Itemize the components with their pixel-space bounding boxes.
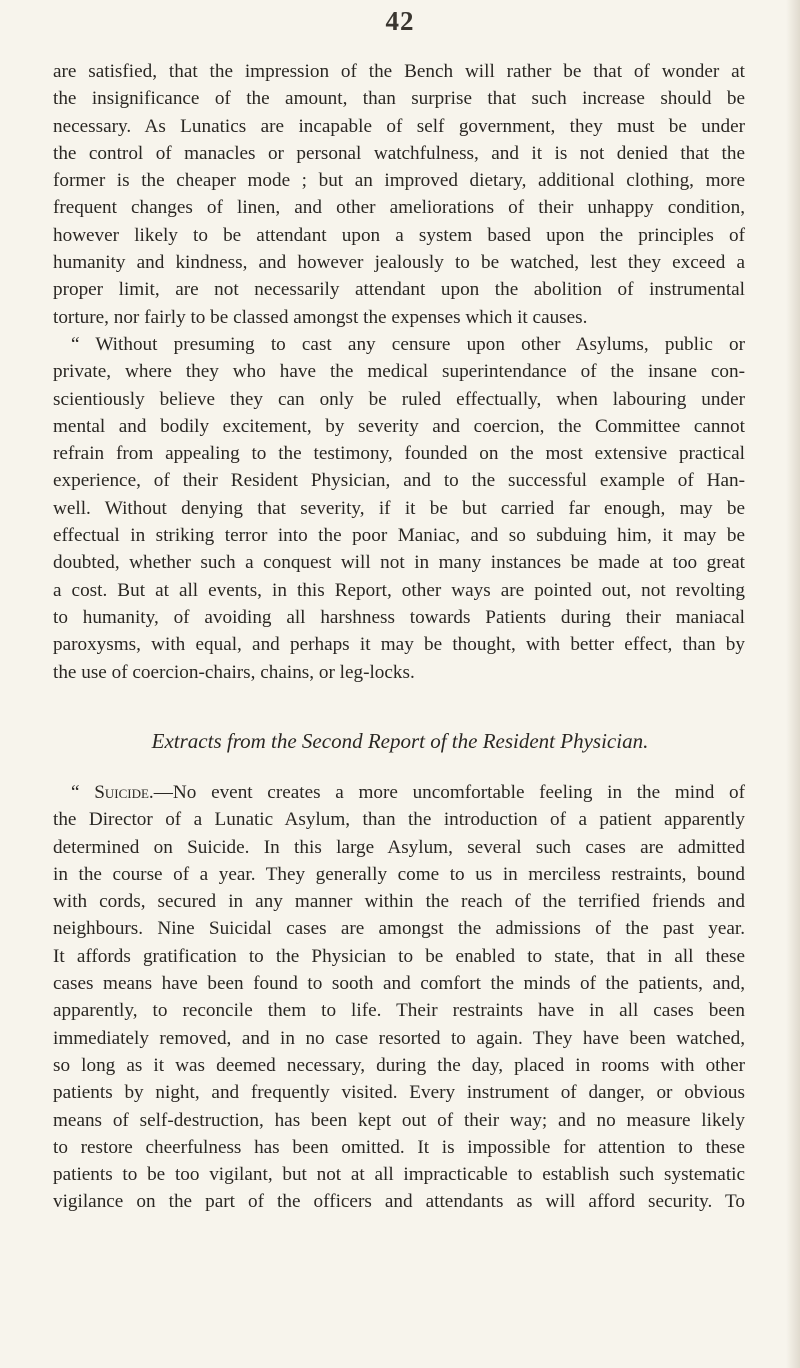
section-heading: Extracts from the Second Report of the Resident Physician. — [151, 729, 649, 753]
text-line: private, where they who have the medical superintendance of the insane con- — [53, 361, 745, 383]
text-line: so long as it was deemed necessary, during the day, placed in rooms with other — [53, 1054, 745, 1076]
text-line: a cost. But at all events, in this Report, other ways are pointed out, not revolting — [53, 579, 745, 601]
text-line — [53, 779, 745, 806]
text-line: mental and bodily excitement, by severity and coercion, the Committee cannot — [53, 415, 745, 437]
text-line: former is the cheaper mode ; but an improved dietary, additional clothing, more — [53, 170, 745, 192]
text-line: the insignificance of the amount, than surprise that such increase should be — [53, 88, 745, 110]
text-line: are satisfied, that the impression of the Bench will rather be that of wonder at — [53, 61, 745, 82]
paragraph-1 — [53, 58, 745, 331]
text-line: means of self-destruction, has been kept out of their way; and no measure likely — [53, 1109, 745, 1131]
text-line: cases means have been found to sooth and comfort the minds of the patients, and, — [53, 973, 745, 995]
text-line: apparently, to reconcile them to life. Their restraints have in all cases been — [53, 1000, 745, 1022]
text-line: the use of coercion-chairs, chains, or leg-locks. — [53, 661, 415, 683]
text-line: experience, of their Resident Physician, and to the successful example of Han- — [53, 470, 745, 492]
text-line: immediately removed, and in no case resorted to again. They have been watched, — [53, 1027, 745, 1049]
text-line: determined on Suicide. In this large Asylum, several such cases are admitted — [53, 836, 745, 858]
text-line: necessary. As Lunatics are incapable of self government, they must be under — [53, 115, 745, 137]
text-line: torture, nor fairly to be classed amongst the expenses which it causes. — [53, 306, 588, 328]
text-line: doubted, whether such a conquest will not in many instances be made at too great — [53, 552, 745, 574]
page-number: 42 — [385, 6, 415, 36]
text-line: patients to be too vigilant, but not at all impracticable to establish such systematic — [53, 1164, 745, 1186]
text-line: frequent changes of linen, and other ameliorations of their unhappy condition, — [53, 197, 745, 219]
text-line: to humanity, of avoiding all harshness towards Patients during their maniacal — [53, 606, 745, 628]
text-line: the Director of a Lunatic Asylum, than the introduction of a patient apparently — [53, 809, 745, 831]
text-line: the control of manacles or personal watchfulness, and it is not denied that the — [53, 142, 745, 164]
page-edge-shadow — [786, 0, 800, 1368]
paragraph-3 — [53, 779, 745, 1216]
paragraph-2 — [53, 331, 745, 686]
text-line: well. Without denying that severity, if it be but carried far enough, may be — [53, 497, 745, 519]
opening-quote: “ — [71, 782, 95, 803]
text-line: refrain from appealing to the testimony, founded on the most extensive practical — [53, 443, 745, 465]
text-line: “ Without presuming to cast any censure upon other Asylums, public or — [71, 334, 745, 355]
first-line-rest: —No event creates a more uncomfortable feeling in the mind of — [153, 782, 745, 803]
lead-word: Suicide. — [94, 782, 154, 803]
text-line: It affords gratification to the Physician to be enabled to state, that in all these — [53, 945, 745, 967]
text-line: neighbours. Nine Suicidal cases are amongst the admissions of the past year. — [53, 918, 745, 940]
text-line: to restore cheerfulness has been omitted. It is impossible for attention to these — [53, 1136, 745, 1158]
text-line: effectual in striking terror into the poor Maniac, and so subduing him, it may be — [53, 525, 745, 547]
text-line: patients by night, and frequently visited. Every instrument of danger, or obvious — [53, 1082, 745, 1104]
text-line: paroxysms, with equal, and perhaps it may be thought, with better effect, than by — [53, 634, 745, 656]
text-line: with cords, secured in any manner within the reach of the terrified friends and — [53, 891, 745, 913]
text-line: humanity and kindness, and however jealously to be watched, lest they exceed a — [53, 252, 745, 274]
text-line: in the course of a year. They generally come to us in merciless restraints, bound — [53, 863, 745, 885]
text-line: scientiously believe they can only be ruled effectually, when labouring under — [53, 388, 745, 410]
text-line: however likely to be attendant upon a system based upon the principles of — [53, 224, 745, 246]
text-line: proper limit, are not necessarily attendant upon the abolition of instrumental — [53, 279, 745, 301]
text-line: vigilance on the part of the officers and attendants as will afford security. To — [53, 1191, 745, 1213]
